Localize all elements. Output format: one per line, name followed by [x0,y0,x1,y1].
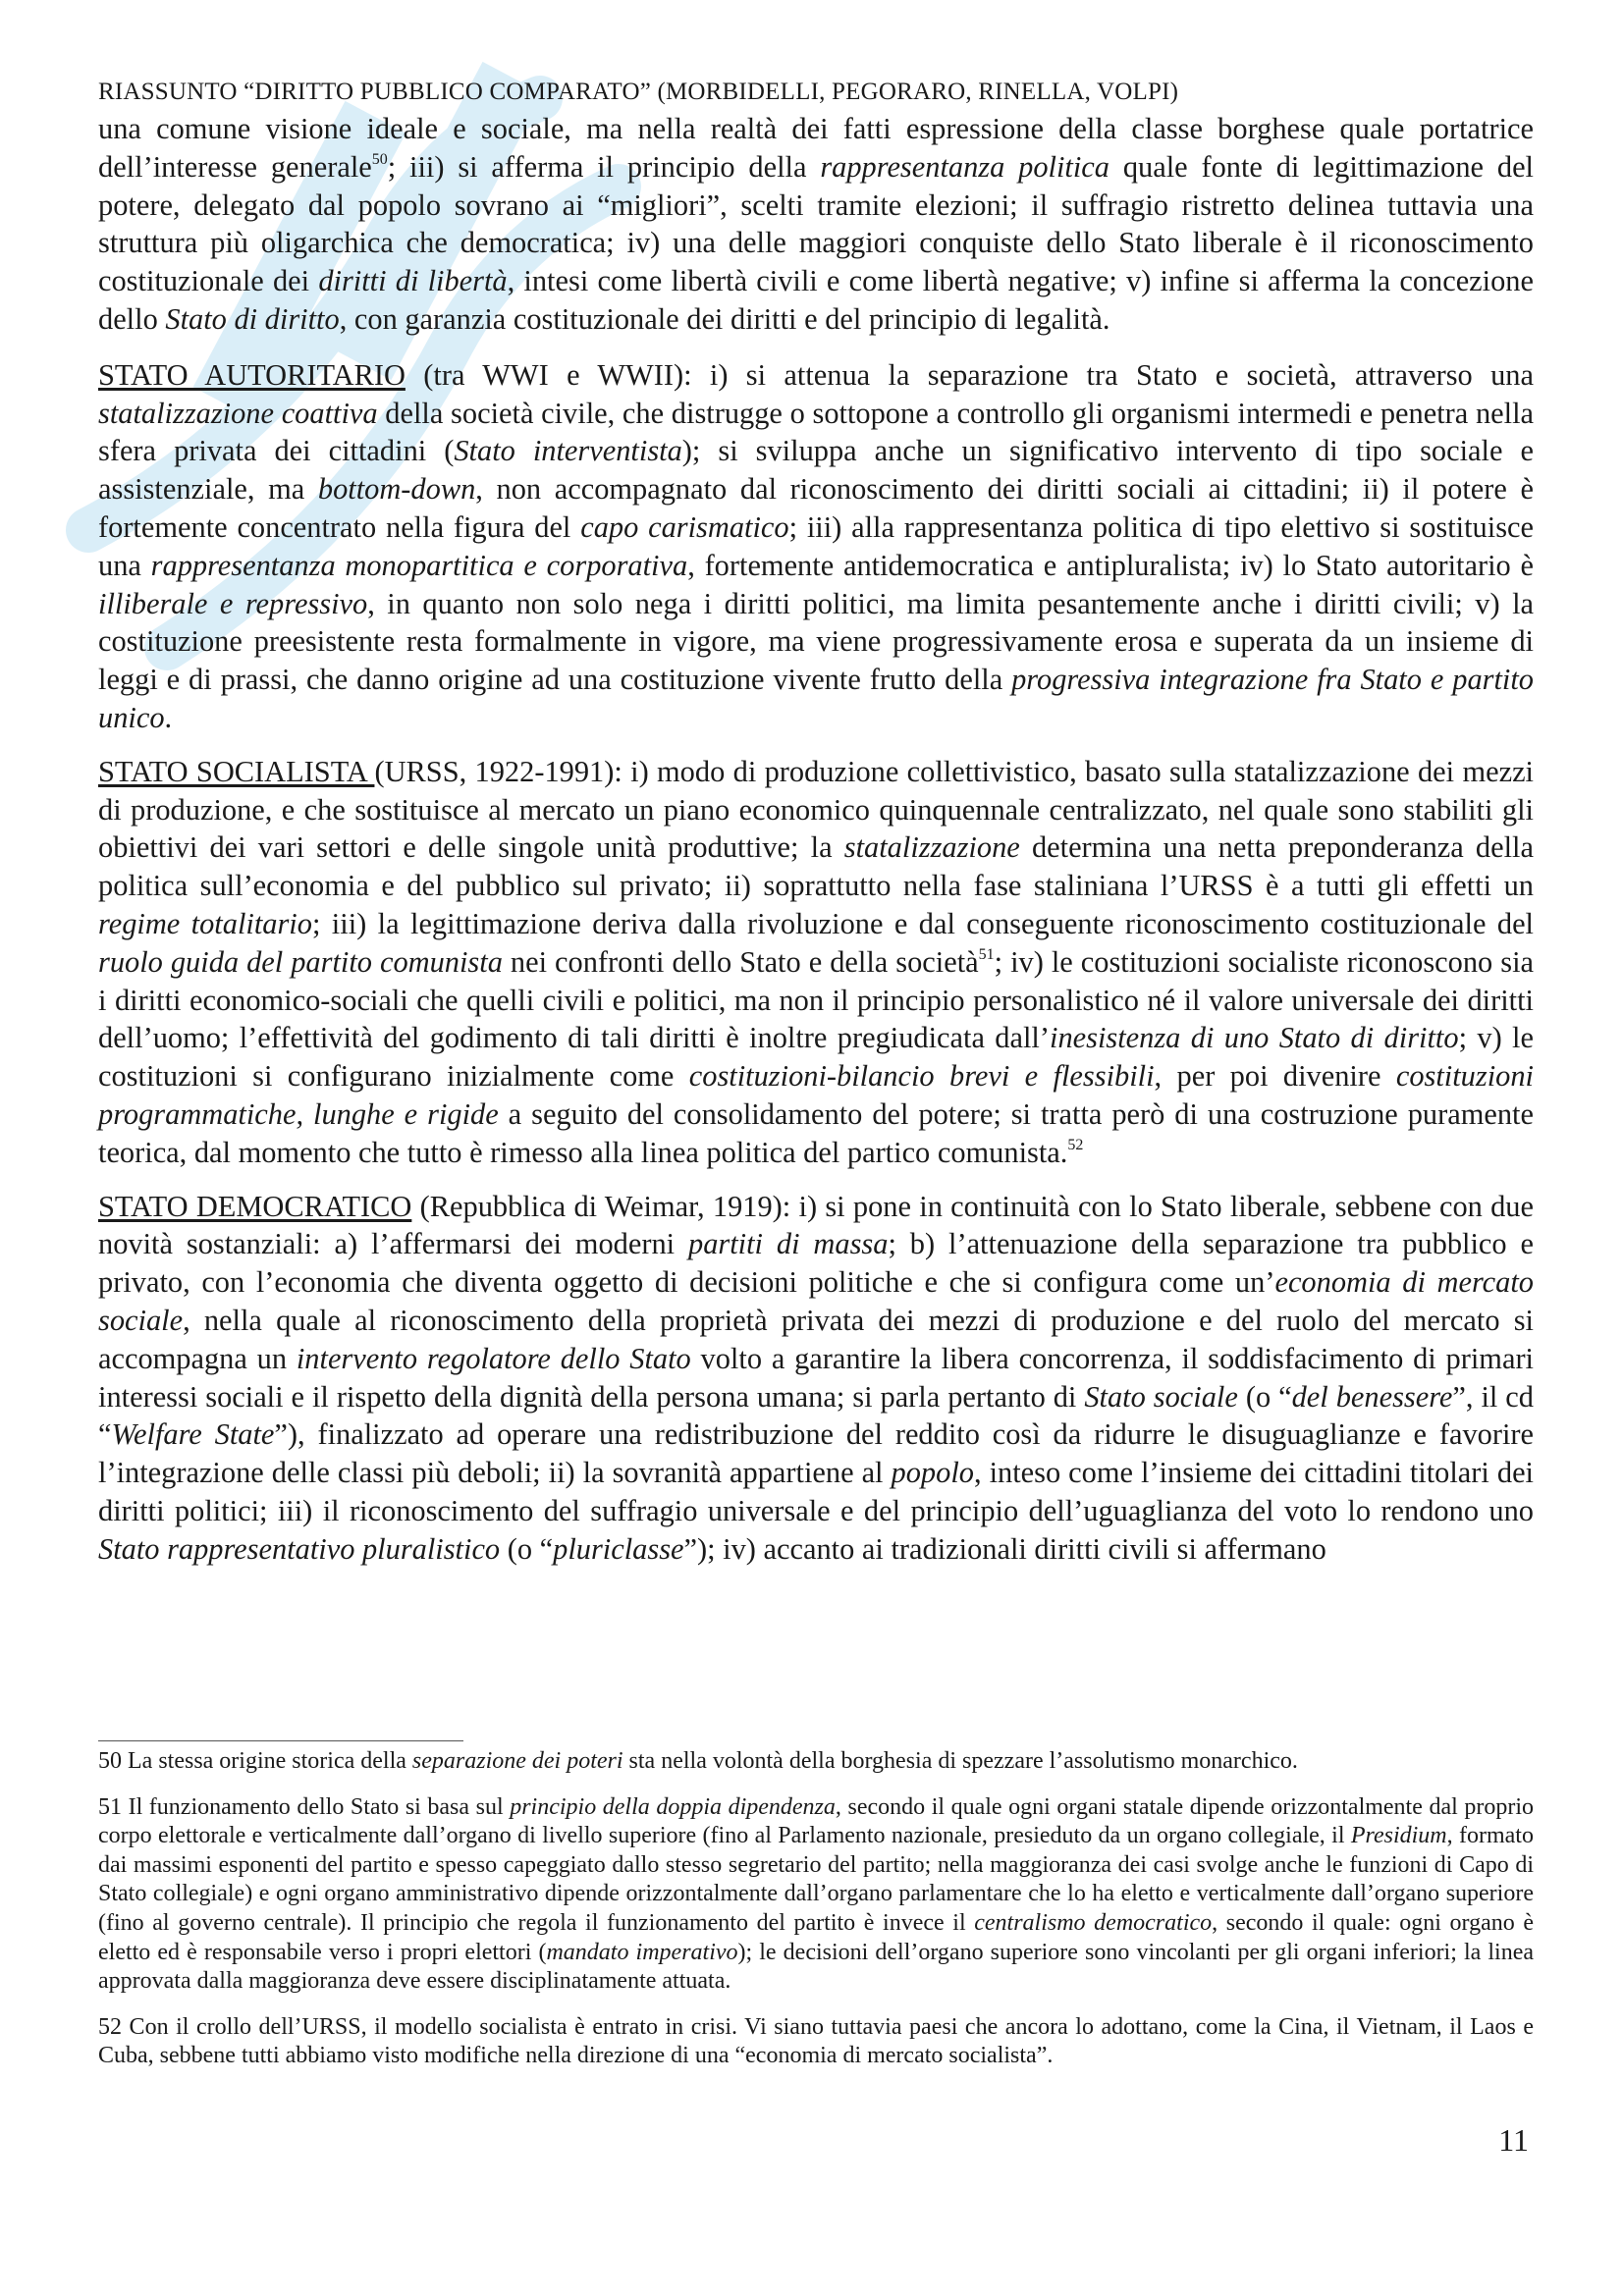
italic-term: Welfare State [111,1417,275,1452]
italic-term: principio della doppia dipendenza [510,1793,836,1820]
footnotes [98,1747,1534,2088]
text-run: (tra WWI e WWII): i) si attenua la separazione tra Stato e società, attraverso una [405,357,1534,392]
text-run: , secondo il quale ogni organi statale dipende orizzontalmente dal proprio corpo elettorale e verticalmente dall’organo di livello superiore (fino al Parlamento nazionale, presieduto da un organo collegiale, il [98,1793,1534,1849]
text-run: , in quanto non solo nega i diritti politici, ma limita pesantemente anche i diritti civili; v) la costituzione preesistente resta formalmente in vigore, ma viene progressivamente erosa e superata da un insieme di leggi e di prassi, che danno origine ad una costituzione vivente frutto della [98,586,1534,697]
italic-term: rappresentanza politica [820,149,1109,184]
text-run: Il funzionamento dello Stato si basa sul [122,1793,511,1820]
footnote-separator [98,1740,463,1741]
italic-term: bottom-down [317,472,476,507]
footnote-52 [98,2013,1534,2071]
text-run: . [164,700,173,734]
italic-term: Stato rappresentativo pluralistico [98,1531,501,1566]
text-run: (o “ [500,1531,554,1566]
italic-term: Presidium [1350,1823,1447,1849]
italic-term: partiti di massa [688,1227,889,1261]
section-heading-stato-autoritario: STATO AUTORITARIO [98,357,406,392]
footnote-ref-52[interactable]: 52 [1067,1136,1084,1153]
italic-term: economia di mercato sociale [98,1265,1534,1337]
text-run: ”); iv) accanto ai tradizionali diritti civili si affermano [683,1531,1326,1566]
text-run: ”), finalizzato ad operare una redistribuzione del reddito così da ridurre le disuguaglianze e favorire l’integrazione delle classi più deboli; ii) la sovranità appartiene al [98,1417,1535,1490]
text-run: , inteso come l’insieme dei cittadini titolari dei diritti politici; iii) il riconoscimento del suffragio universale e del principio dell’uguaglianza del voto lo rendono uno [98,1456,1534,1527]
text-run: della società civile, che distrugge o sottopone a controllo gli organismi intermedi e penetra nella sfera privata dei cittadini ( [98,396,1535,468]
text-run: quale fonte di legittimazione del potere, delegato dal popolo sovrano ai “migliori”, scelti tramite elezioni; il suffragio ristretto delinea tuttavia una struttura più oligarchica che democratica; iv) una delle maggiori conquiste dello Stato liberale è il riconoscimento costituzionale dei [98,149,1534,298]
running-header: RIASSUNTO “DIRITTO PUBBLICO COMPARATO” (MORBIDELLI, PEGORARO, RINELLA, VOLPI) [98,79,1179,105]
text-run: ; iii) la legittimazione deriva dalla rivoluzione e dal conseguente riconoscimento costituzionale del [311,906,1534,940]
italic-term: capo carismatico [580,509,789,544]
italic-term: illiberale e repressivo [98,586,368,620]
text-run: , intesi come libertà civili e come libertà negative; v) infine si afferma la concezione dello [98,264,1534,336]
italic-term: statalizzazione [843,830,1020,865]
page-number: 11 [1498,2122,1529,2158]
italic-term: ruolo guida del partito comunista [98,944,503,979]
text-run: ; iv) le costituzioni socialiste riconoscono sia i diritti economico-sociali che quelli civili e politici, ma non il principio personalistico né il valore universale dei diritti dell’uomo; l’effettività del godimento di tali diritti è inoltre pregiudicata dall’ [98,944,1534,1055]
italic-term: del benessere [1291,1379,1453,1414]
footnote-50 [98,1747,1534,1777]
section-heading-stato-democratico: STATO DEMOCRATICO [98,1189,412,1223]
text-run: , nella quale al riconoscimento della proprietà privata dei mezzi di produzione e del ruolo del mercato si accompagna un [98,1303,1534,1375]
text-run: , fortemente antidemocratica e antipluralista; iv) lo Stato autoritario è [687,548,1535,582]
text-run: Con il crollo dell’URSS, il modello socialista è entrato in crisi. Vi siano tuttavia paesi che ancora lo adottano, come la Cina, il Vietnam, il Laos e Cuba, sebbene tutti abbiamo visto modifiche nella direzione di una “economia di mercato socialista”. [98,2013,1534,2069]
footnote-number: 52 [98,2013,122,2040]
text-run: ; v) le costituzioni si configurano inizialmente come [98,1021,1534,1094]
section-heading-stato-socialista: STATO SOCIALISTA [98,754,375,788]
italic-term: costituzioni programmatiche, lunghe e rigide [98,1059,1534,1131]
text-run: ); le decisioni dell’organo superiore sono vincolanti per gli organi inferiori; la linea approvata dalla maggioranza deve essere disciplinatamente attuata. [98,1939,1535,1995]
italic-term: popolo [891,1456,974,1490]
footnote-ref-50[interactable]: 50 [371,150,388,168]
text-run: ”, il cd “ [98,1379,1534,1452]
paragraph-stato-democratico [98,1188,1534,1569]
text-run: determina una netta preponderanza della politica sull’economia e del pubblico sul privato; ii) soprattutto nella fase staliniana l’URSS è a tutti gli effetti un [98,830,1534,903]
body-text [98,110,1534,1583]
italic-term: separazione dei poteri [411,1748,623,1774]
footnote-ref-51[interactable]: 51 [978,945,995,963]
footnote-51 [98,1793,1534,1997]
italic-term: progressiva integrazione fra Stato e partito unico [98,663,1534,734]
italic-term: statalizzazione coattiva [98,396,378,430]
footnote-number: 51 [98,1793,122,1820]
italic-term: centralismo democratico [974,1909,1213,1936]
text-run: La stessa origine storica della [122,1748,412,1774]
italic-term: intervento regolatore dello Stato [296,1341,691,1375]
italic-term: inesistenza di uno Stato di diritto [1050,1021,1459,1055]
footnote-number: 50 [98,1748,122,1774]
italic-term: Stato di diritto [165,301,340,336]
text-run: , con garanzia costituzionale dei diritti e del principio di legalità. [339,301,1110,336]
paragraph-stato-autoritario [98,356,1534,737]
italic-term: mandato imperativo [546,1939,738,1965]
text-run: ); si sviluppa anche un significativo intervento di tipo sociale e assistenziale, ma [98,434,1534,507]
text-run: nei confronti dello Stato e della società [502,944,979,979]
text-run: ; iii) alla rappresentanza politica di tipo elettivo si sostituisce una [98,509,1535,582]
text-run: a seguito del consolidamento del potere; si tratta però di una costruzione puramente teorica, dal momento che tutto è rimesso alla linea politica del partico comunista. [98,1096,1534,1169]
text-run: ; iii) si afferma il principio della [387,149,821,184]
text-run: (URSS, 1922-1991): i) modo di produzione collettivistico, basato sulla statalizzazione dei mezzi di produzione, e che sostituisce al mercato un piano economico quinquennale centralizzato, nel quale sono stabiliti gli obiettivi dei vari settori e delle singole unità produttive; la [98,754,1534,865]
italic-term: Stato interventista [454,434,682,468]
text-run: ; b) l’attenuazione della separazione tra pubblico e privato, con l’economia che diventa oggetto di decisioni politiche e che si configura come un’ [98,1227,1535,1300]
italic-term: rappresentanza monopartitica e corporativa [150,548,688,582]
text-run: sta nella volontà della borghesia di spezzare l’assolutismo monarchico. [622,1748,1298,1774]
text-run: , formato dai massimi esponenti del partito e spesso capeggiato dallo stesso segretario del partito; nella maggioranza dei casi svolge anche le funzioni di Capo di Stato collegiale) e ogni organo amministrativo dipende orizzontalmente dall’organo parlamentare che lo ha eletto e verticalmente dall’organo superiore (fino al governo centrale). Il principio che regola il funzionamento del partito è invece il [98,1823,1534,1936]
text-run: , per poi divenire [1154,1059,1396,1094]
paragraph-stato-socialista [98,753,1534,1172]
italic-term: regime totalitario [98,906,312,940]
text-run: , secondo il quale: ogni organo è eletto ed è responsabile verso i propri elettori ( [98,1909,1534,1965]
italic-term: costituzioni-bilancio brevi e flessibili [688,1059,1155,1094]
text-run: volto a garantire la libera concorrenza, il soddisfacimento di primari interessi sociali e il rispetto della dignità della persona umana; si parla pertanto di [98,1341,1535,1414]
text-run: , non accompagnato dal riconoscimento dei diritti sociali ai cittadini; ii) il potere è fortemente concentrato nella figura del [98,472,1534,544]
italic-term: pluriclasse [553,1531,684,1566]
italic-term: Stato sociale [1084,1379,1238,1414]
italic-term: diritti di libertà [318,264,508,298]
paragraph-stato-liberale [98,110,1534,339]
text-run: (Repubblica di Weimar, 1919): i) si pone in continuità con lo Stato liberale, sebbene con due novità sostanziali: a) l’affermarsi dei moderni [98,1189,1534,1261]
text-run: una comune visione ideale e sociale, ma nella realtà dei fatti espressione della classe borghese quale portatrice dell’interesse generale [98,112,1534,184]
text-run: (o “ [1237,1379,1292,1414]
